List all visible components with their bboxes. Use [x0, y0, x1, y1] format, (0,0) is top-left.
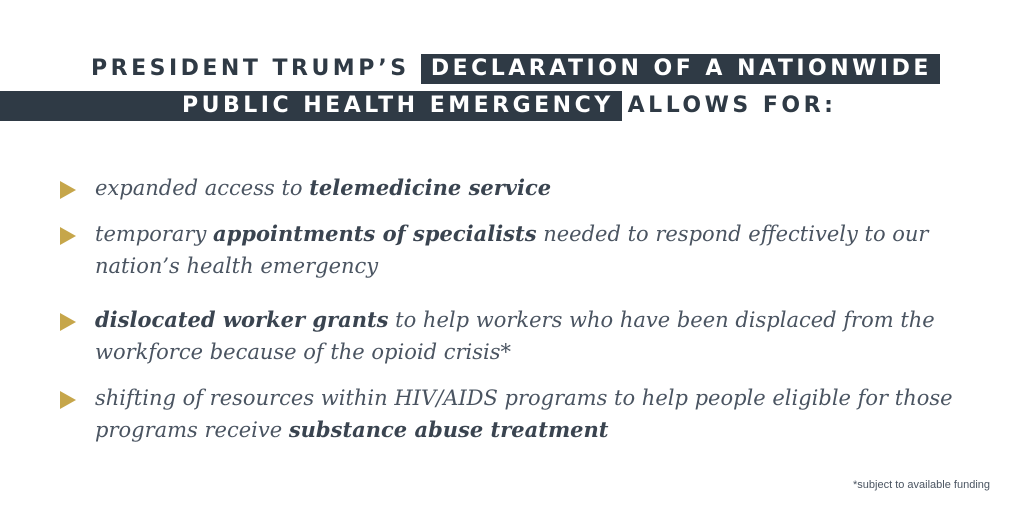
bullet-text-pre: expanded access to	[95, 176, 310, 200]
heading-line-1	[91, 54, 940, 84]
footnote: *subject to available funding	[853, 479, 990, 491]
bullet-text-post: needed to respond effectively to our nation’s health emergency	[95, 222, 929, 278]
bullet-text-bold: appointments of specialists	[213, 221, 537, 246]
bullet-item-hiv-aids-resources	[60, 382, 1010, 446]
bullet-text-bold: dislocated worker grants	[95, 307, 389, 332]
heading-highlight-band-1: DECLARATION OF A NATIONWIDE	[421, 54, 940, 84]
bullet-text-bold: telemedicine service	[309, 175, 552, 200]
bullet-text-bold: substance abuse treatment	[288, 417, 609, 442]
heading-allows-for-text: ALLOWS FOR:	[627, 93, 837, 118]
bullet-text-pre: temporary	[95, 222, 214, 246]
bullet-item-telemedicine	[60, 172, 1010, 204]
heading-line-2	[0, 91, 836, 121]
bullet-item-worker-grants	[60, 304, 1010, 368]
heading-president-text: PRESIDENT TRUMP’S	[91, 56, 410, 81]
triangle-bullet-icon	[60, 313, 76, 331]
heading-highlight-band-2: PUBLIC HEALTH EMERGENCY	[0, 91, 622, 121]
bullet-text-post: to help workers who have been displaced from the workforce because of the opioid crisis*	[95, 308, 935, 364]
bullet-item-specialists	[60, 218, 1010, 282]
bullet-text-pre: shifting of resources within HIV/AIDS programs to help people eligible for those programs receive	[95, 386, 953, 442]
triangle-bullet-icon	[60, 181, 76, 199]
bullet-list	[60, 172, 1010, 460]
triangle-bullet-icon	[60, 227, 76, 245]
triangle-bullet-icon	[60, 391, 76, 409]
